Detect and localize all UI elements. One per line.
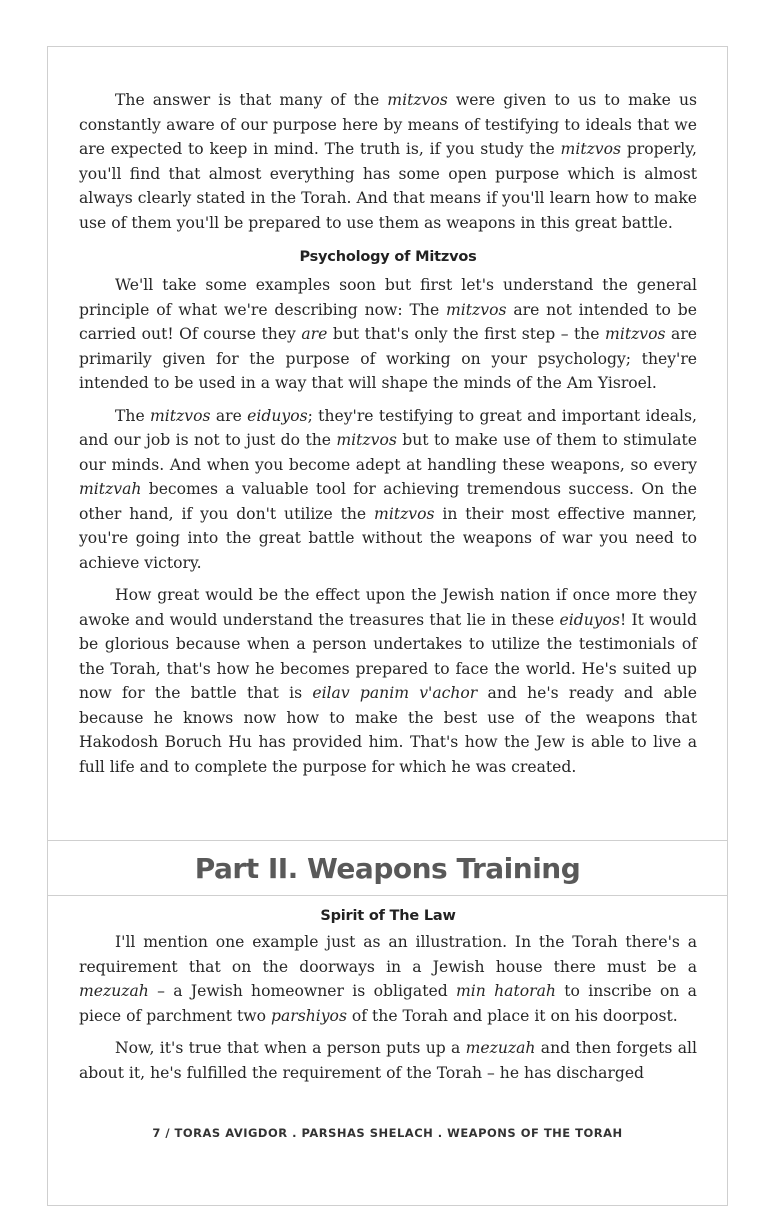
italic-term: mitzvos [446, 300, 507, 319]
paragraph-answer: The answer is that many of the mitzvos were given to us to make us constantly aware of our purpose here by means of testifying to ideals that we are expected to keep in mind. The truth is, if you study the mitzvos properly, you'll find that almost everything has some open purpose which is almost always clearly stated in the Torah. And that means if you'll learn how to make use of them you'll be prepared to use them as weapons in this great battle. [79, 91, 697, 232]
italic-term: eilav panim v'achor [312, 684, 478, 702]
part-title: Part II. Weapons Training [194, 851, 581, 885]
italic-term: eiduyos [559, 610, 620, 629]
paragraph-now: Now, it's true that when a person puts up a mezuzah and then forgets all about it, he's fulfilled the requirement of the Torah – he has discharged [79, 1039, 697, 1082]
paragraph-principle: We'll take some examples soon but first let's understand the general principle of what we're describing now: The mitzvos are not intended to be carried out! Of course they are but that's only the first step – the mitzvos are primarily given for the purpose of working on your psychology; they're intended to be used in a way that will shape the minds of the Am Yisroel. [79, 276, 697, 392]
paragraph-effect: How great would be the effect upon the Jewish nation if once more they awoke and would understand the treasures that lie in these eiduyos! It would be glorious because when a person undertakes to utilize the testimonials of the Torah, that's how he becomes prepared to face the world. He's suited up now for the battle that is eilav panim v'achor and he's ready and able because he knows now how to make the best use of the weapons that Hakodosh Boruch Hu has provided him. That's how the Jew is able to live a full life and to complete the purpose for which he was created. [79, 586, 697, 776]
italic-term: mitzvos [560, 140, 622, 158]
italic-term: min hatorah [456, 982, 556, 1000]
part-title-band [47, 840, 728, 896]
page-footer: 7 / TORAS AVIGDOR . PARSHAS SHELACH . WEAPONS OF THE TORAH [152, 1126, 623, 1140]
italic-term: mitzvos [387, 91, 448, 109]
italic-term: mitzvos [336, 431, 397, 449]
section-one [79, 88, 697, 787]
section-two [79, 908, 697, 1093]
italic-term: mitzvos [374, 504, 435, 523]
italic-term: mitzvos [150, 406, 211, 425]
paragraph-eiduyos: The mitzvos are eiduyos; they're testifying to great and important ideals, and our job is not to just do the mitzvos but to make use of them to stimulate our minds. And when you become adept at handling these weapons, so every mitzvah becomes a valuable tool for achieving tremendous success. On the other hand, if you don't utilize the mitzvos in their most effective manner, you're going into the great battle without the weapons of war you need to achieve victory. [79, 406, 698, 572]
italic-term: mitzvos [605, 325, 666, 343]
italic-term: eiduyos [247, 406, 308, 425]
paragraph-mezuzah: I'll mention one example just as an illustration. In the Torah there's a requirement that on the doorways in a Jewish house there must be a mezuzah – a Jewish homeowner is obligated min hatorah to inscribe on a piece of parchment two parshiyos of the Torah and place it on his doorpost. [79, 933, 697, 1025]
italic-term: mezuzah [465, 1039, 536, 1057]
subheading-psychology: Psychology of Mitzvos [299, 249, 477, 265]
italic-term: parshiyos [270, 1006, 347, 1025]
subheading-spirit: Spirit of The Law [320, 908, 456, 924]
italic-term: mitzvah [79, 480, 142, 498]
italic-term: are [301, 325, 328, 343]
italic-term: mezuzah [79, 982, 149, 1000]
